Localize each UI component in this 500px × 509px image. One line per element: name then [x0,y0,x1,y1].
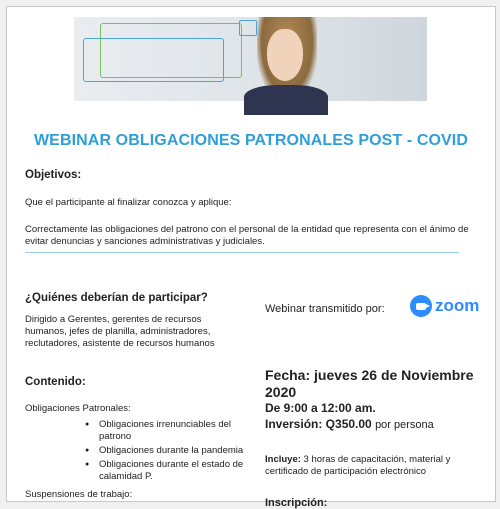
flyer-page [6,6,496,509]
price-suffix: por persona [375,419,434,431]
event-date: Fecha: jueves 26 de Noviembre 2020 [265,367,474,400]
inscripcion-heading: Inscripción: [265,497,328,509]
quienes-body: Dirigido a Gerentes, gerentes de recursos humanos, jefes de planilla, administradores, reclutadores, asistente de recursos humanos [25,314,215,349]
zoom-logo [410,295,479,317]
divider [25,252,459,253]
contenido-section2: Suspensiones de trabajo: [25,489,133,500]
includes-text [265,454,485,478]
contenido-heading: Contenido: [25,376,86,388]
obligaciones-list [85,419,255,485]
zoom-logo-text: zoom [435,296,480,315]
list-item: ● Obligaciones irrenunciables del patrono [85,419,255,443]
contenido-section1: Obligaciones Patronales: [25,403,131,414]
webinar-label: Webinar transmitido por: [265,303,385,315]
banner-image [74,17,427,101]
event-price [265,417,434,431]
person-face [267,29,303,81]
video-camera-icon [410,295,432,317]
objetivos-heading: Objetivos: [25,169,82,181]
quienes-heading: ¿Quiénes deberían de participar? [25,292,208,304]
decor-rect-green [100,23,242,78]
list-item: ● Obligaciones durante el estado de calamidad P. [85,459,255,483]
includes-body: 3 horas de capacitación, material y certificado de participación electrónico [265,454,451,477]
objetivos-intro: Que el participante al finalizar conozca y aplique: [25,197,232,208]
person-shirt [244,85,328,115]
includes-label: Incluye: [265,454,301,465]
price-label: Inversión: Q350.00 [265,417,372,431]
event-time: De 9:00 a 12:00 am. [265,401,376,415]
page-title: WEBINAR OBLIGACIONES PATRONALES POST - COVID [33,132,469,149]
list-item: ● Obligaciones durante la pandemia [85,445,255,457]
decor-rect-small [239,20,257,36]
objetivos-body: Correctamente las obligaciones del patrono con el personal de la entidad que representa con el ánimo de evitar denuncias y sanciones administrativas y judiciales. [25,224,469,247]
